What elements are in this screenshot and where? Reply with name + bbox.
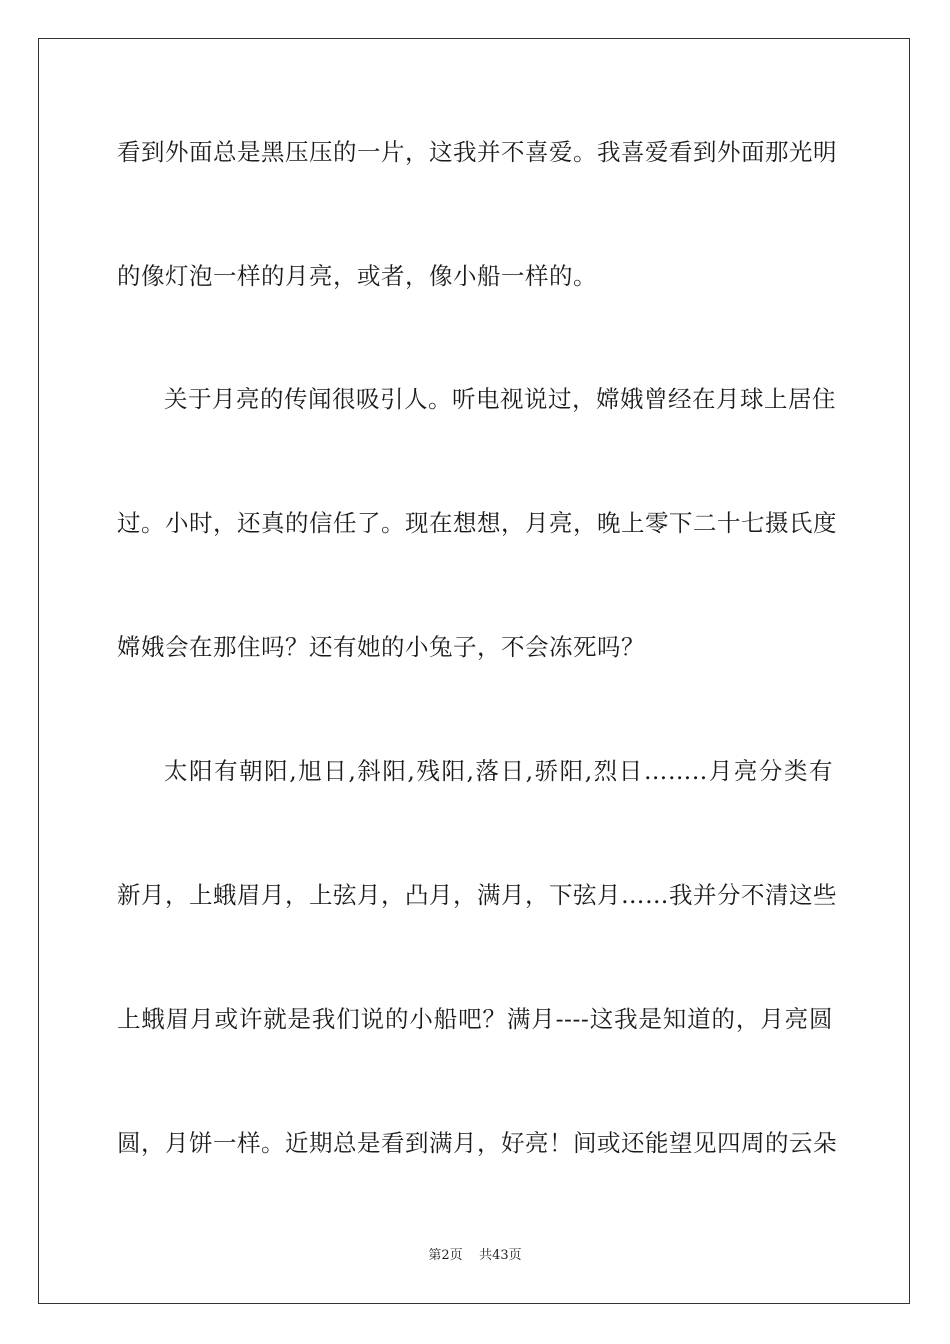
text-line-6: 太阳有朝阳,旭日,斜阳,残阳,落日,骄阳,烈日……..月亮分类有 [164,757,833,785]
text-line-3: 关于月亮的传闻很吸引人。听电视说过，嫦娥曾经在月球上居住 [164,385,836,413]
text-line-1: 看到外面总是黑压压的一片，这我并不喜爱。我喜爱看到外面那光明 [117,138,837,166]
text-line-7: 新月，上蛾眉月，上弦月，凸月，满月，下弦月……我并分不清这些 [117,881,837,909]
text-line-4: 过。小时，还真的信任了。现在想想，月亮，晚上零下二十七摄氏度 [117,509,837,537]
text-line-8: 上蛾眉月或许就是我们说的小船吧？满月----这我是知道的，月亮圆 [117,1005,833,1033]
text-line-5: 嫦娥会在那住吗？还有她的小兔子，不会冻死吗？ [117,633,645,661]
page-frame [38,38,910,1304]
text-line-2: 的像灯泡一样的月亮，或者，像小船一样的。 [117,262,597,290]
page-total: 共43页 [479,1248,522,1263]
page-footer [0,1247,950,1265]
page-number: 第2页 [428,1248,463,1263]
text-line-9: 圆，月饼一样。近期总是看到满月，好亮！间或还能望见四周的云朵 [117,1129,837,1157]
